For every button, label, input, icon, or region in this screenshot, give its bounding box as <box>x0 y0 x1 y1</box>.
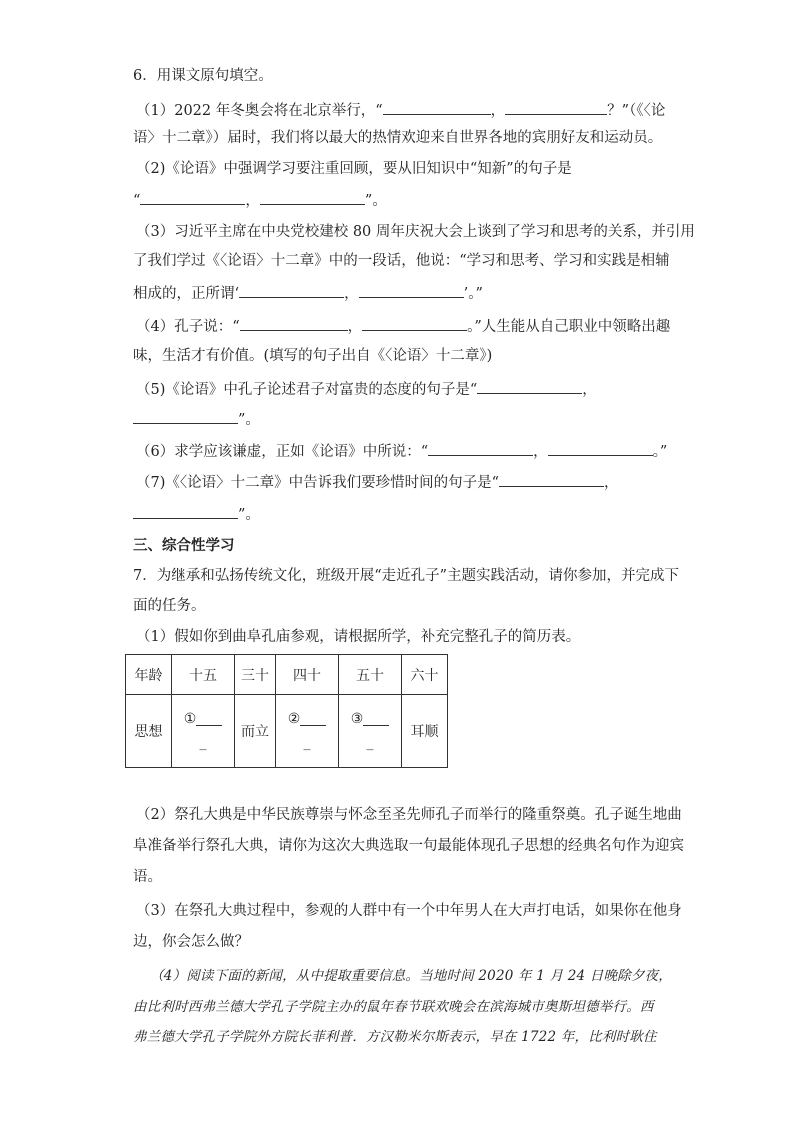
table-header-cell: 五十 <box>339 655 402 695</box>
q7-intro-line1: 7．为继承和弘扬传统文化，班级开展“走近孔子”主题实践活动，请你参加，并完成下 <box>133 568 680 584</box>
table-answer-cell[interactable] <box>339 695 402 768</box>
q7-part3-line2: 边，你会怎么做？ <box>133 934 249 950</box>
answer-blank[interactable] <box>133 503 238 519</box>
table-header-cell: 年龄 <box>126 655 172 695</box>
answer-blank[interactable] <box>300 713 326 726</box>
q6-item4-line1: （4）孔子说：“ ， 。”人生能从自己职业中领略出趣 <box>136 315 670 337</box>
answer-blank[interactable] <box>140 189 245 205</box>
q6-item7-line1: （7)《〈论语〉十二章》中告诉我们要珍惜时间的句子是“ ， <box>136 471 619 493</box>
table-answer-cell[interactable] <box>276 695 339 768</box>
circled-number: ② <box>287 711 301 727</box>
q6-item5-line2: ”。 <box>133 408 260 430</box>
table-row <box>126 695 448 768</box>
q7-intro-line2: 面的任务。 <box>133 598 206 614</box>
answer-blank[interactable] <box>260 189 365 205</box>
section-title: 三、综合性学习 <box>133 537 235 554</box>
answer-blank[interactable] <box>383 99 491 115</box>
q6-item3-line2: 了我们学过《〈论语〉十二章》中的一段话，他说：“学习和思考、学习和实践是相辅 <box>133 253 670 269</box>
answer-blank[interactable] <box>133 408 238 424</box>
answer-blank[interactable] <box>363 713 389 726</box>
q7-part2-line2: 阜准备举行祭孔大典，请你为这次大典选取一句最能体现孔子思想的经典名句作为迎宾 <box>133 838 684 854</box>
circled-number: ① <box>183 711 197 727</box>
answer-blank[interactable] <box>239 282 344 298</box>
q6-item7-line2: ”。 <box>133 503 260 525</box>
answer-blank[interactable] <box>196 713 222 726</box>
dash-mark: _ <box>366 735 374 751</box>
answer-blank[interactable] <box>359 282 464 298</box>
q7-part4-line1: （4）阅读下面的新闻，从中提取重要信息。当地时间 2020 年 1 月 24 日晚除夕夜， <box>150 968 672 984</box>
circled-number: ③ <box>350 711 364 727</box>
q7-part2-line1: （2）祭孔大典是中华民族尊崇与怀念至圣先师孔子而举行的隆重祭奠。孔子诞生地曲 <box>136 807 682 823</box>
table-row-label: 思想 <box>126 695 172 768</box>
answer-blank[interactable] <box>499 471 604 487</box>
table-answer-cell[interactable] <box>172 695 235 768</box>
answer-blank[interactable] <box>477 378 582 394</box>
q6-item1-line2: 语〉十二章》）届时，我们将以最大的热情欢迎来自世界各地的宾朋好友和运动员。 <box>133 130 663 146</box>
q6-item2-line2: “ ， ”。 <box>133 189 387 211</box>
table-cell: 耳顺 <box>402 695 448 768</box>
q6-item3-line3: 相成的，正所谓‘ ， ’。” <box>133 282 483 304</box>
q6-item3-line1: （3）习近平主席在中央党校建校 80 周年庆祝大会上谈到了学习和思考的关系，并引用 <box>136 224 695 240</box>
q7-part1: （1）假如你到曲阜孔庙参观，请根据所学，补充完整孔子的简历表。 <box>136 629 581 645</box>
q6-title: 6．用课文原句填空。 <box>133 68 273 84</box>
confucius-resume-table <box>125 654 448 768</box>
dash-mark: _ <box>199 735 207 751</box>
table-header-cell: 四十 <box>276 655 339 695</box>
q7-part4-line3: 弗兰德大学孔子学院外方院长菲利普．方汉勒米尔斯表示，早在 1722 年，比利时耿住 <box>133 1029 657 1045</box>
q6-item2-line1: （2)《论语》中强调学习要注重回顾，要从旧知识中“知新”的句子是 <box>136 161 572 177</box>
table-header-cell: 六十 <box>402 655 448 695</box>
table-cell: 而立 <box>235 695 276 768</box>
answer-blank[interactable] <box>505 99 607 115</box>
q6-item1-line1: （1）2022 年冬奥会将在北京举行，“ ， ？”（《〈论 <box>136 99 665 121</box>
answer-blank[interactable] <box>240 315 348 331</box>
q7-part2-line3: 语。 <box>133 869 162 885</box>
q6-item4-line2: 味，生活才有价值。(填写的句子出自《〈论语〉十二章》) <box>133 348 493 364</box>
q7-part4-line2: 由比利时西弗兰德大学孔子学院主办的鼠年春节联欢晚会在滨海城市奥斯坦德举行。西 <box>133 999 654 1015</box>
q6-item5-line1: （5)《论语》中孔子论述君子对富贵的态度的句子是“ ， <box>136 378 597 400</box>
answer-blank[interactable] <box>548 440 653 456</box>
table-row <box>126 655 448 695</box>
q6-item6: （6）求学应该谦虚，正如《论语》中所说：“ ， 。” <box>136 440 667 462</box>
answer-blank[interactable] <box>428 440 533 456</box>
table-header-cell: 三十 <box>235 655 276 695</box>
q7-part3-line1: （3）在祭孔大典过程中，参观的人群中有一个中年男人在大声打电话，如果你在他身 <box>136 903 682 919</box>
dash-mark: _ <box>303 735 311 751</box>
answer-blank[interactable] <box>362 315 467 331</box>
table-header-cell: 十五 <box>172 655 235 695</box>
